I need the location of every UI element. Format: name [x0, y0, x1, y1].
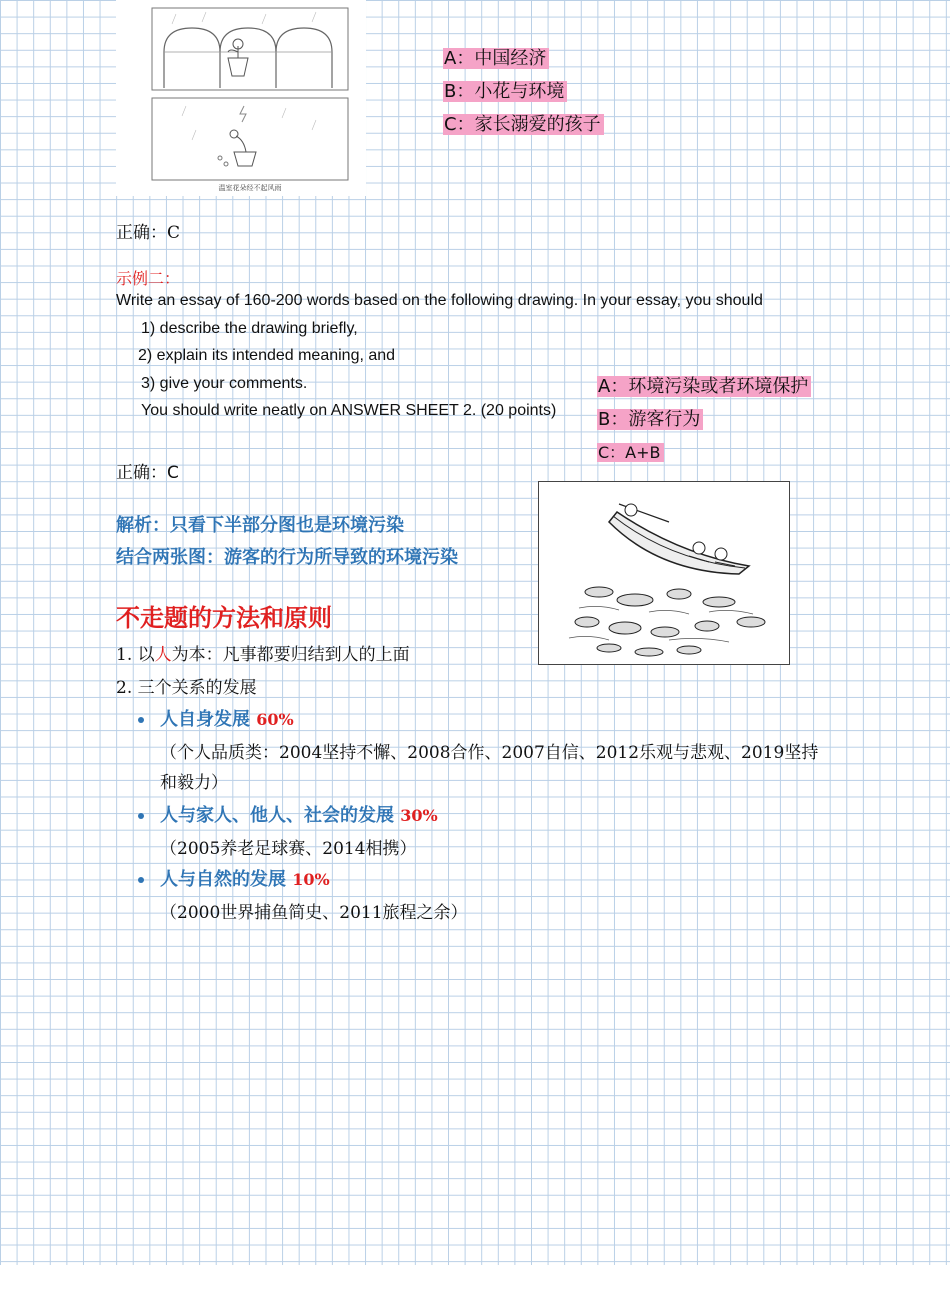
bullet-percent: 10%: [292, 870, 330, 889]
essay-prompt: Write an essay of 160-200 words based on the following drawing. In your essay, you should: [116, 292, 763, 309]
bullet-detail-cont: 和毅力）: [160, 773, 228, 793]
greenhouse-drawing: [116, 0, 366, 196]
bullet-social-development: [138, 801, 438, 827]
option-a: A：环境污染或者环境保护: [597, 376, 811, 397]
cartoon-caption: 温室花朵经不起风雨: [218, 184, 282, 192]
option-c: C：家长溺爱的孩子: [443, 114, 604, 135]
essay-step-2: 2) explain its intended meaning, and: [138, 347, 396, 364]
point1-highlight: 人: [154, 645, 172, 665]
example2-answer: 正确：C: [116, 463, 179, 483]
boat-drawing: [539, 482, 789, 664]
method-point-2: 2. 三个关系的发展: [116, 678, 257, 698]
bullet-percent: 60%: [256, 710, 294, 729]
bullet-icon: [138, 717, 144, 723]
option-b: B：游客行为: [597, 409, 703, 430]
bullet-label: 人与自然的发展: [160, 869, 293, 890]
essay-step-1: 1) describe the drawing briefly,: [141, 320, 358, 337]
bullet-percent: 30%: [400, 806, 438, 825]
example2-options: [597, 370, 811, 469]
point1-prefix: 1. 以: [116, 645, 155, 665]
bullet-label: 人与家人、他人、社会的发展: [160, 805, 401, 826]
bullet-icon: [138, 877, 144, 883]
page-bottom-margin: [0, 1265, 950, 1295]
bullet-label: 人自身发展: [160, 709, 257, 730]
option-a: A：中国经济: [443, 48, 549, 69]
point1-rest: 为本：凡事都要归结到人的上面: [171, 645, 410, 665]
method-title: 不走题的方法和原则: [116, 604, 332, 632]
example1-options: [443, 42, 604, 141]
bullet-icon: [138, 813, 144, 819]
essay-step-3: 3) give your comments.: [141, 375, 308, 392]
greenhouse-cartoon: [116, 0, 366, 196]
essay-instruction: You should write neatly on ANSWER SHEET 2. (20 points): [141, 402, 557, 419]
option-c: C：A+B: [597, 443, 664, 462]
option-b: B：小花与环境: [443, 81, 567, 102]
method-point-1: [116, 640, 410, 665]
bullet-detail: （2000世界捕鱼简史、2011旅程之余）: [160, 903, 468, 923]
analysis-line-2: 结合两张图：游客的行为所导致的环境污染: [116, 547, 458, 568]
analysis-line-1: 解析：只看下半部分图也是环境污染: [116, 515, 404, 536]
bullet-detail: （2005养老足球赛、2014相携）: [160, 839, 417, 859]
bullet-detail: （个人品质类：2004坚持不懈、2008合作、2007自信、2012乐观与悲观、2019坚持: [160, 743, 819, 763]
bullet-nature-development: [138, 865, 330, 891]
boat-litter-cartoon: [538, 481, 790, 665]
example2-heading: 示例二：: [116, 269, 181, 288]
bullet-self-development: [138, 705, 294, 731]
example1-answer: 正确：C: [116, 223, 181, 243]
